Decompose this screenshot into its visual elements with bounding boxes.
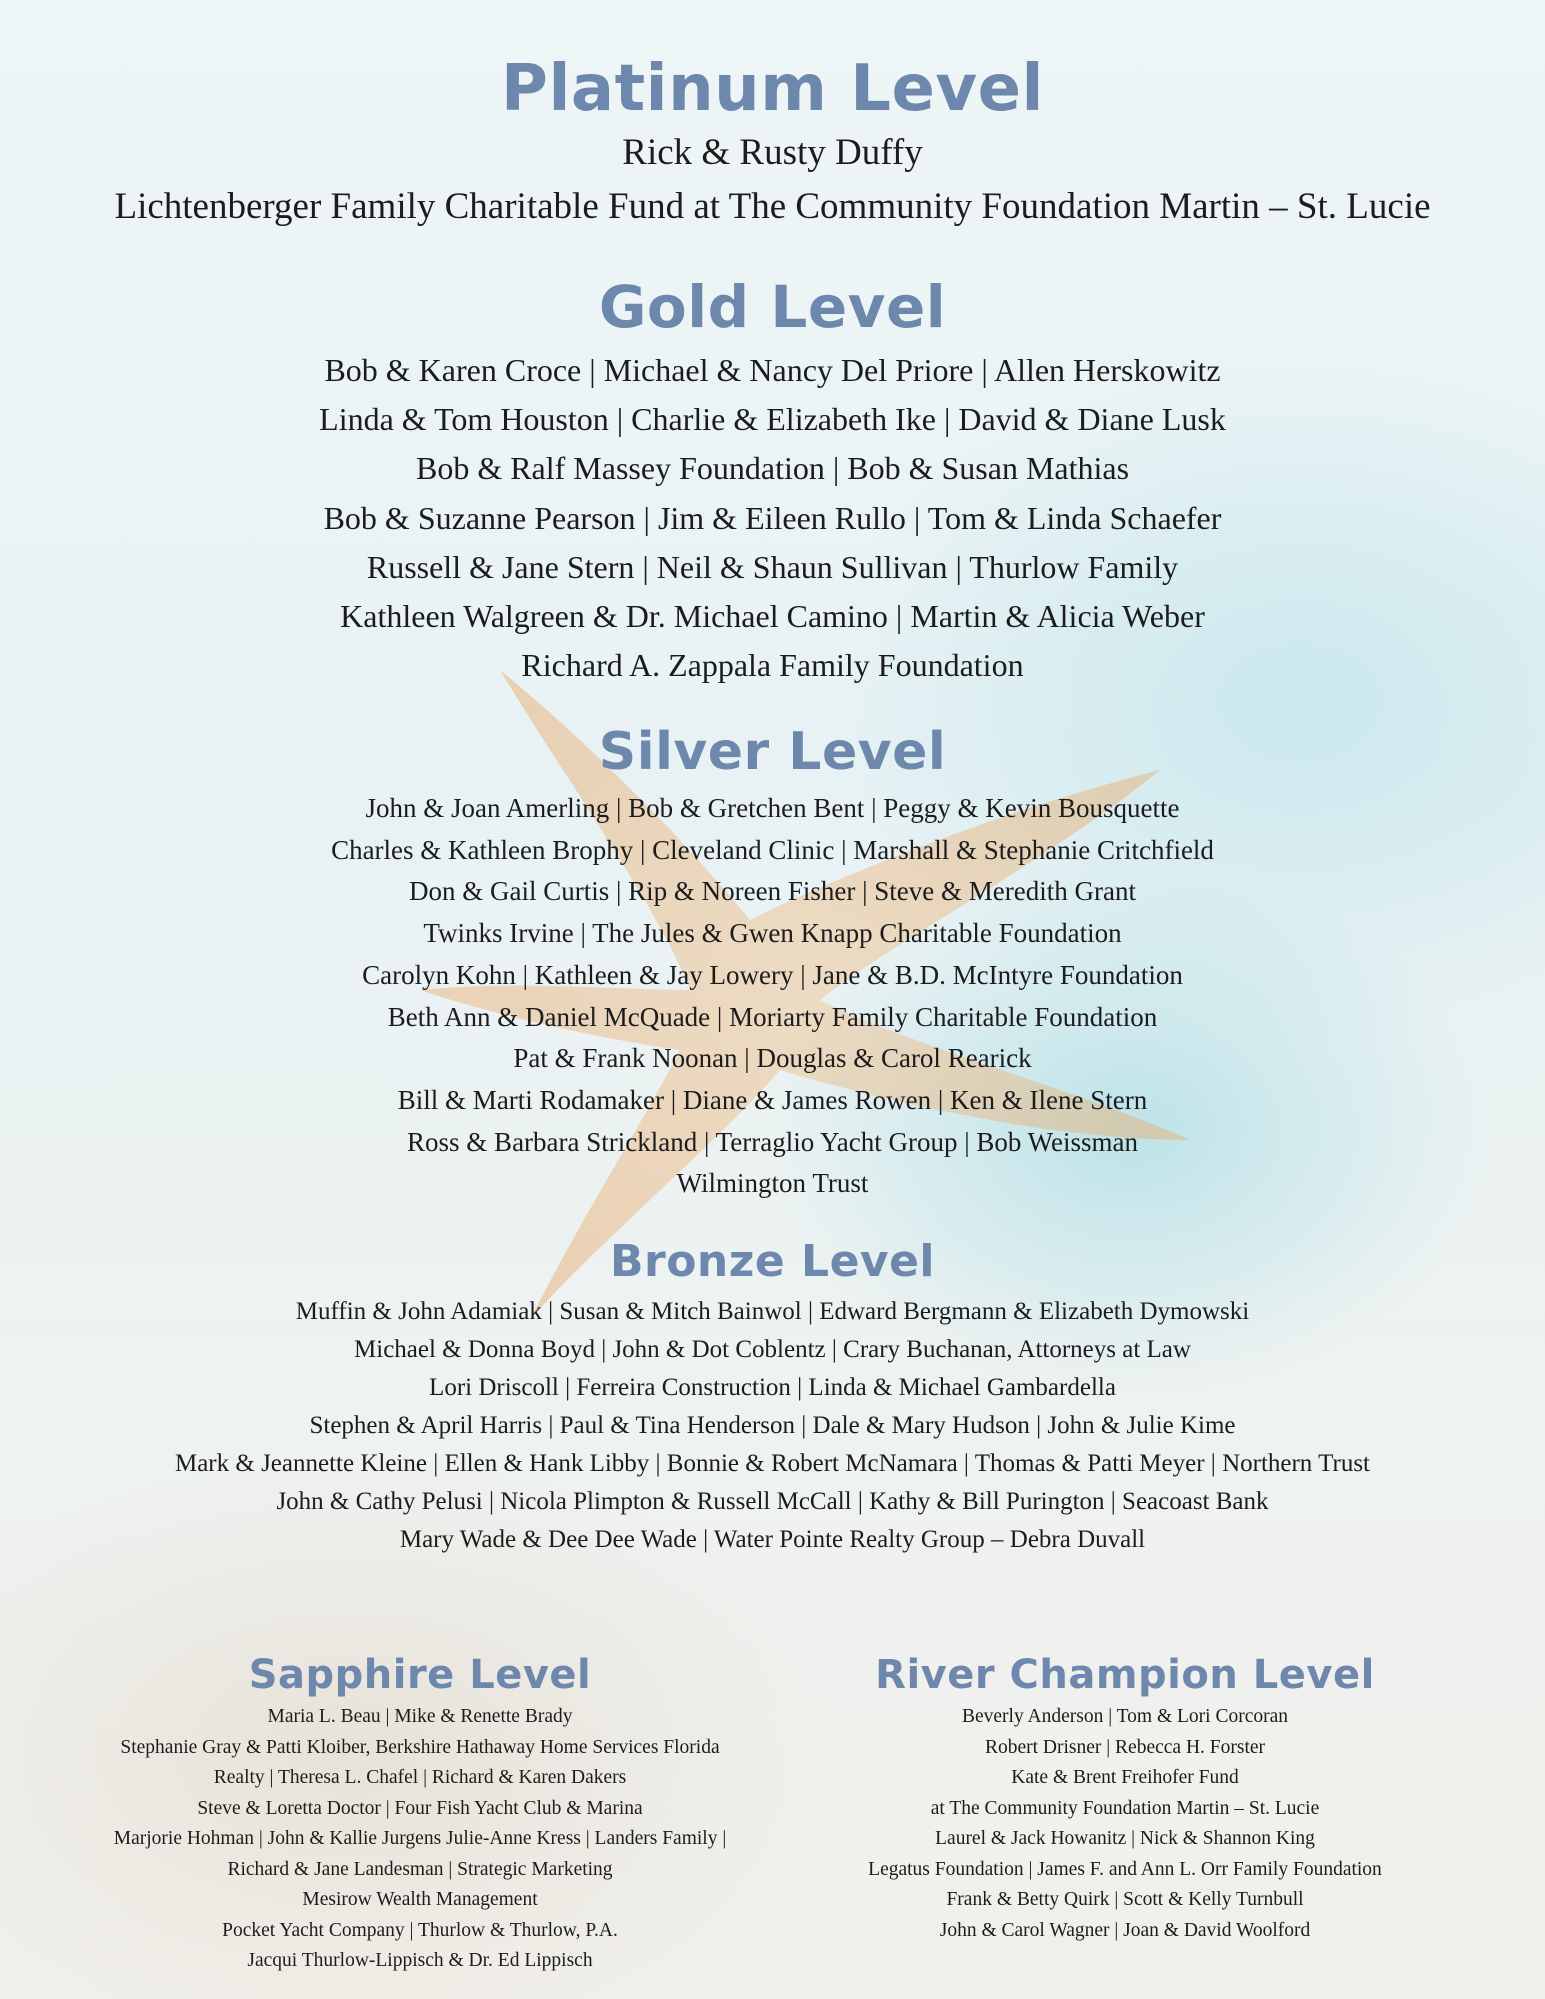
platinum-donor-line: Lichtenberger Family Charitable Fund at The Community Foundation Martin – St. Lucie: [114, 186, 1431, 227]
sapphire-donor-line: Marjorie Hohman | John & Kallie Jurgens Julie-Anne Kress | Landers Family |: [113, 1828, 727, 1849]
sapphire-donor-line: Steve & Loretta Doctor | Four Fish Yacht Club & Marina: [197, 1797, 643, 1819]
river-champion-level-heading: River Champion Level: [875, 1652, 1375, 1698]
gold-donor-line: Bob & Ralf Massey Foundation | Bob & Susan Mathias: [415, 450, 1130, 487]
sapphire-donor-line: Maria L. Beau | Mike & Renette Brady: [267, 1706, 573, 1727]
sapphire-donor-line: Mesirow Wealth Management: [302, 1889, 538, 1910]
gold-donor-line: Kathleen Walgreen & Dr. Michael Camino | Martin & Alicia Weber: [340, 598, 1205, 635]
silver-donor-line: Beth Ann & Daniel McQuade | Moriarty Family Charitable Foundation: [387, 1001, 1158, 1032]
bronze-level-heading: Bronze Level: [609, 1236, 936, 1287]
sapphire-level-section: [50, 1648, 790, 1977]
river-champion-donor-line: Kate & Brent Freihofer Fund: [1011, 1767, 1239, 1788]
river-champion-level-section: [755, 1648, 1495, 1946]
bronze-level-section: [0, 1233, 1545, 1559]
gold-donor-line: Bob & Karen Croce | Michael & Nancy Del Priore | Allen Herskowitz: [324, 352, 1221, 388]
silver-donor-line: Bill & Marti Rodamaker | Diane & James Rowen | Ken & Ilene Stern: [397, 1084, 1148, 1115]
bronze-donor-line: Michael & Donna Boyd | John & Dot Coblentz | Crary Buchanan, Attorneys at Law: [354, 1336, 1191, 1363]
silver-donor-line: Wilmington Trust: [676, 1168, 869, 1199]
silver-donor-line: John & Joan Amerling | Bob & Gretchen Bent | Peggy & Kevin Bousquette: [365, 793, 1180, 823]
sapphire-level-heading: Sapphire Level: [248, 1652, 592, 1698]
gold-level-section: [0, 272, 1545, 690]
sapphire-donor-line: Realty | Theresa L. Chafel | Richard & Karen Dakers: [213, 1767, 627, 1788]
silver-donor-line: Carolyn Kohn | Kathleen & Jay Lowery | Jane & B.D. McIntyre Foundation: [362, 959, 1183, 990]
gold-level-heading: Gold Level: [598, 273, 947, 341]
sapphire-donor-line: Pocket Yacht Company | Thurlow & Thurlow, P.A.: [222, 1919, 618, 1941]
silver-donor-line: Twinks Irvine | The Jules & Gwen Knapp Charitable Foundation: [423, 918, 1122, 949]
sapphire-donor-line: Stephanie Gray & Patti Kloiber, Berkshire Hathaway Home Services Florida: [120, 1736, 720, 1758]
silver-donor-line: Ross & Barbara Strickland | Terraglio Yacht Group | Bob Weissman: [407, 1126, 1138, 1157]
silver-level-heading: Silver Level: [598, 722, 947, 782]
bronze-donor-line: Stephen & April Harris | Paul & Tina Henderson | Dale & Mary Hudson | John & Julie Kime: [309, 1412, 1236, 1439]
river-champion-donor-line: at The Community Foundation Martin – St. Lucie: [930, 1797, 1320, 1819]
silver-level-section: [0, 720, 1545, 1205]
gold-donor-line: Linda & Tom Houston | Charlie & Elizabeth Ike | David & Diane Lusk: [319, 401, 1226, 438]
bronze-donor-line: Lori Driscoll | Ferreira Construction | Linda & Michael Gambardella: [429, 1374, 1116, 1401]
gold-donor-line: Russell & Jane Stern | Neil & Shaun Sullivan | Thurlow Family: [366, 548, 1179, 585]
gold-donor-line: Richard A. Zappala Family Foundation: [521, 647, 1024, 684]
silver-donor-line: Charles & Kathleen Brophy | Cleveland Clinic | Marshall & Stephanie Critchfield: [331, 834, 1214, 865]
silver-donor-line: Pat & Frank Noonan | Douglas & Carol Rearick: [513, 1043, 1032, 1074]
river-champion-donor-line: Legatus Foundation | James F. and Ann L. Orr Family Foundation: [868, 1858, 1382, 1880]
bronze-donor-line: Mark & Jeannette Kleine | Ellen & Hank Libby | Bonnie & Robert McNamara | Thomas & Patti Meyer | Northern Trust: [174, 1450, 1371, 1477]
river-champion-donor-line: Beverly Anderson | Tom & Lori Corcoran: [961, 1706, 1289, 1727]
sapphire-donor-line: Jacqui Thurlow-Lippisch & Dr. Ed Lippisch: [247, 1950, 593, 1971]
river-champion-donor-line: Frank & Betty Quirk | Scott & Kelly Turnbull: [946, 1889, 1304, 1910]
river-champion-donor-line: Laurel & Jack Howanitz | Nick & Shannon King: [935, 1828, 1315, 1849]
gold-donor-line: Bob & Suzanne Pearson | Jim & Eileen Rullo | Tom & Linda Schaefer: [323, 499, 1222, 536]
platinum-level-heading: Platinum Level: [501, 52, 1044, 126]
river-champion-donor-line: Robert Drisner | Rebecca H. Forster: [984, 1736, 1266, 1758]
bronze-donor-line: Muffin & John Adamiak | Susan & Mitch Bainwol | Edward Bergmann & Elizabeth Dymowski: [295, 1298, 1250, 1325]
platinum-level-section: [0, 52, 1545, 234]
bronze-donor-line: John & Cathy Pelusi | Nicola Plimpton & Russell McCall | Kathy & Bill Purington | Seacoast Bank: [276, 1488, 1269, 1515]
bronze-donor-line: Mary Wade & Dee Dee Wade | Water Pointe Realty Group – Debra Duvall: [399, 1526, 1146, 1553]
platinum-donor-line: Rick & Rusty Duffy: [622, 132, 923, 173]
silver-donor-line: Don & Gail Curtis | Rip & Noreen Fisher | Steve & Meredith Grant: [409, 876, 1136, 907]
sapphire-donor-line: Richard & Jane Landesman | Strategic Marketing: [227, 1858, 613, 1880]
river-champion-donor-line: John & Carol Wagner | Joan & David Woolford: [939, 1919, 1311, 1941]
